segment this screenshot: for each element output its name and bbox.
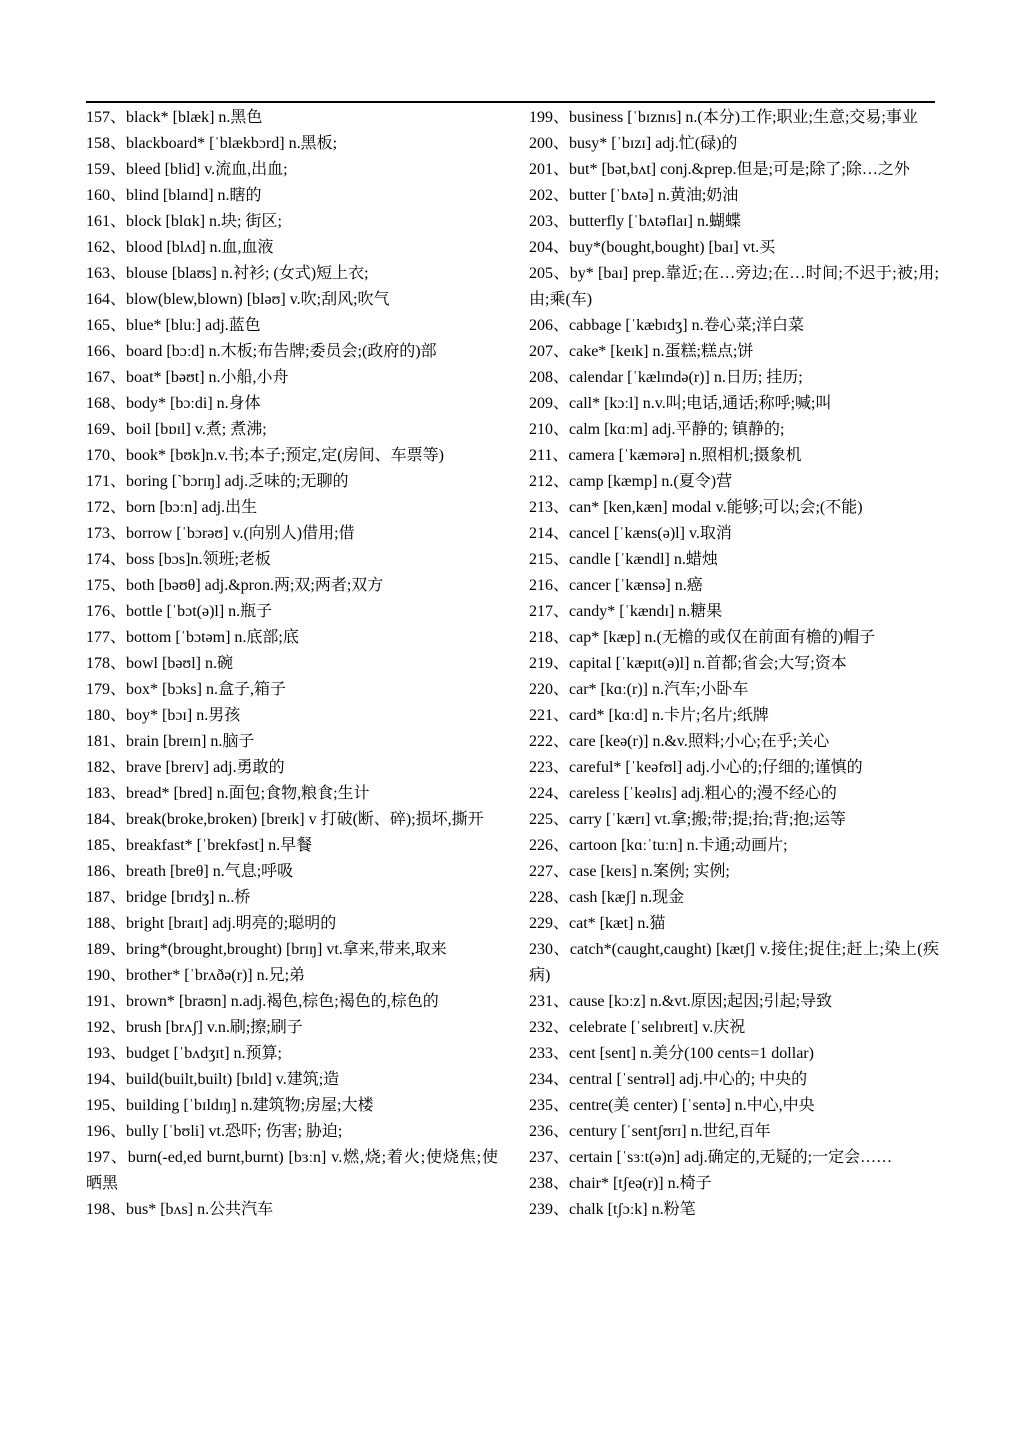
vocab-entry: 181、brain [breɪn] n.脑子 bbox=[86, 733, 255, 750]
vocab-entry: 186、breath [breθ] n.气息;呼吸 bbox=[86, 863, 294, 880]
vocab-entry: 235、centre(美 center) [ˈsentə] n.中心,中央 bbox=[529, 1097, 815, 1114]
vocab-entry: 234、central [ˈsentrəl] adj.中心的; 中央的 bbox=[529, 1071, 808, 1088]
vocab-entry: 168、body* [bɔːdi] n.身体 bbox=[86, 395, 261, 412]
vocab-entry: 174、boss [bɔs]n.领班;老板 bbox=[86, 551, 271, 568]
vocab-entry: 183、bread* [bred] n.面包;食物,粮食;生计 bbox=[86, 785, 370, 802]
vocab-entry: 193、budget [ˈbʌdʒɪt] n.预算; bbox=[86, 1045, 282, 1062]
vocab-entry: 205、by* [baɪ] prep.靠近;在…旁边;在…时间;不迟于;被;用;由;乘(车) bbox=[529, 265, 939, 308]
vocab-entry: 189、bring*(brought,brought) [brɪŋ] vt.拿来,带来,取来 bbox=[86, 941, 447, 958]
vocab-entry: 176、bottle [ˈbɔt(ə)l] n.瓶子 bbox=[86, 603, 273, 620]
vocab-entry: 201、but* [bət,bʌt] conj.&prep.但是;可是;除了;除…之外 bbox=[529, 161, 910, 178]
vocab-entry: 214、cancel [ˈkæns(ə)l] v.取消 bbox=[529, 525, 732, 542]
vocab-entry: 224、careless [ˈkeəlɪs] adj.粗心的;漫不经心的 bbox=[529, 785, 837, 802]
vocab-entry: 232、celebrate [ˈselɪbreɪt] v.庆祝 bbox=[529, 1019, 746, 1036]
vocab-entry: 204、buy*(bought,bought) [baɪ] vt.买 bbox=[529, 239, 776, 256]
vocab-entry: 195、building [ˈbɪldɪŋ] n.建筑物;房屋;大楼 bbox=[86, 1097, 374, 1114]
vocab-entry: 238、chair* [tʃeə(r)] n.椅子 bbox=[529, 1175, 712, 1192]
vocab-entry: 164、blow(blew,blown) [bləʊ] v.吹;刮风;吹气 bbox=[86, 291, 390, 308]
vocab-entry: 229、cat* [kæt] n.猫 bbox=[529, 915, 666, 932]
vocab-entry: 210、calm [kɑːm] adj.平静的; 镇静的; bbox=[529, 421, 785, 438]
vocab-entry: 177、bottom [ˈbɔtəm] n.底部;底 bbox=[86, 629, 299, 646]
vocab-entry: 162、blood [blʌd] n.血,血液 bbox=[86, 239, 274, 256]
vocab-entry: 182、brave [breɪv] adj.勇敢的 bbox=[86, 759, 285, 776]
vocab-entry: 239、chalk [tʃɔːk] n.粉笔 bbox=[529, 1201, 696, 1218]
vocab-entry: 233、cent [sent] n.美分(100 cents=1 dollar) bbox=[529, 1045, 814, 1062]
vocab-entry: 173、borrow [ˈbɔrəʊ] v.(向别人)借用;借 bbox=[86, 525, 355, 542]
vocab-entry: 165、blue* [bluː] adj.蓝色 bbox=[86, 317, 261, 334]
vocab-entry: 170、book* [bʊk]n.v.书;本子;预定,定(房间、车票等) bbox=[86, 447, 444, 464]
vocab-entry: 216、cancer [ˈkænsə] n.癌 bbox=[529, 577, 703, 594]
vocab-entry: 166、board [bɔːd] n.木板;布告牌;委员会;(政府的)部 bbox=[86, 343, 437, 360]
vocab-entry: 207、cake* [keɪk] n.蛋糕;糕点;饼 bbox=[529, 343, 754, 360]
vocab-entry: 163、blouse [blaʊs] n.衬衫; (女式)短上衣; bbox=[86, 265, 369, 282]
vocab-entry: 200、busy* [ˈbɪzɪ] adj.忙(碌)的 bbox=[529, 135, 738, 152]
vocab-entry: 217、candy* [ˈkændɪ] n.糖果 bbox=[529, 603, 723, 620]
vocab-entry: 202、butter [ˈbʌtə] n.黄油;奶油 bbox=[529, 187, 739, 204]
vocab-entry: 236、century [ˈsentʃʊrɪ] n.世纪,百年 bbox=[529, 1123, 771, 1140]
left-column bbox=[86, 105, 498, 1223]
top-rule bbox=[86, 101, 935, 103]
vocab-entry: 215、candle [ˈkændl] n.蜡烛 bbox=[529, 551, 718, 568]
vocab-entry: 208、calendar [ˈkælɪndə(r)] n.日历; 挂历; bbox=[529, 369, 803, 386]
vocab-entry: 185、breakfast* [ˈbrekfəst] n.早餐 bbox=[86, 837, 313, 854]
vocab-entry: 212、camp [kæmp] n.(夏令)营 bbox=[529, 473, 733, 490]
vocab-entry: 192、brush [brʌʃ] v.n.刷;擦;刷子 bbox=[86, 1019, 303, 1036]
vocab-entry: 171、boring [ˋbɔrɪŋ] adj.乏味的;无聊的 bbox=[86, 473, 349, 490]
vocab-entry: 191、brown* [braʊn] n.adj.褐色,棕色;褐色的,棕色的 bbox=[86, 993, 439, 1010]
vocab-entry: 203、butterfly [ˈbʌtəflaɪ] n.蝴蝶 bbox=[529, 213, 741, 230]
vocab-entry: 219、capital [ˈkæpɪt(ə)l] n.首都;省会;大写;资本 bbox=[529, 655, 847, 672]
vocab-entry: 160、blind [blaɪnd] n.瞎的 bbox=[86, 187, 262, 204]
vocab-entry: 228、cash [kæʃ] n.现金 bbox=[529, 889, 685, 906]
vocab-entry: 223、careful* [ˈkeəfʊl] adj.小心的;仔细的;谨慎的 bbox=[529, 759, 863, 776]
vocab-entry: 184、break(broke,broken) [breɪk] v 打破(断、碎);损坏,撕开 bbox=[86, 811, 484, 828]
vocab-entry: 209、call* [kɔːl] n.v.叫;电话,通话;称呼;喊;叫 bbox=[529, 395, 832, 412]
vocab-entry: 190、brother* [ˈbrʌðə(r)] n.兄;弟 bbox=[86, 967, 306, 984]
vocab-entry: 227、case [keɪs] n.案例; 实例; bbox=[529, 863, 730, 880]
vocab-entry: 199、business [ˈbɪznɪs] n.(本分)工作;职业;生意;交易;事业 bbox=[529, 109, 918, 126]
vocab-entry: 194、build(built,built) [bɪld] v.建筑;造 bbox=[86, 1071, 340, 1088]
vocab-entry: 158、blackboard* [ˈblækbɔrd] n.黑板; bbox=[86, 135, 338, 152]
vocab-entry: 237、certain [ˈsɜːt(ə)n] adj.确定的,无疑的;一定会…… bbox=[529, 1149, 893, 1166]
vocab-entry: 169、boil [bɒɪl] v.煮; 煮沸; bbox=[86, 421, 267, 438]
vocab-entry: 172、born [bɔːn] adj.出生 bbox=[86, 499, 258, 516]
vocab-entry: 187、bridge [brɪdʒ] n..桥 bbox=[86, 889, 251, 906]
vocab-entry: 180、boy* [bɔɪ] n.男孩 bbox=[86, 707, 241, 724]
vocab-entry: 161、block [blɑk] n.块; 街区; bbox=[86, 213, 282, 230]
vocab-entry: 211、camera [ˈkæmərə] n.照相机;摄象机 bbox=[529, 447, 802, 464]
vocab-entry: 206、cabbage [ˈkæbɪdʒ] n.卷心菜;洋白菜 bbox=[529, 317, 805, 334]
vocab-entry: 226、cartoon [kɑːˈtuːn] n.卡通;动画片; bbox=[529, 837, 788, 854]
vocab-entry: 218、cap* [kæp] n.(无檐的或仅在前面有檐的)帽子 bbox=[529, 629, 876, 646]
vocab-entry: 231、cause [kɔːz] n.&vt.原因;起因;引起;导致 bbox=[529, 993, 833, 1010]
vocab-entry: 213、can* [ken,kæn] modal v.能够;可以;会;(不能) bbox=[529, 499, 863, 516]
vocab-entry: 197、burn(-ed,ed burnt,burnt) [bɜːn] v.燃,烧;着火;使烧焦;使晒黑 bbox=[86, 1149, 498, 1192]
vocab-entry: 179、box* [bɔks] n.盒子,箱子 bbox=[86, 681, 286, 698]
vocab-entry: 159、bleed [blid] v.流血,出血; bbox=[86, 161, 288, 178]
vocab-entry: 157、black* [blæk] n.黑色 bbox=[86, 109, 263, 126]
vocab-entry: 178、bowl [bəʊl] n.碗 bbox=[86, 655, 233, 672]
vocab-entry: 198、bus* [bʌs] n.公共汽车 bbox=[86, 1201, 274, 1218]
vocab-entry: 222、care [keə(r)] n.&v.照料;小心;在乎;关心 bbox=[529, 733, 830, 750]
vocab-entry: 230、catch*(caught,caught) [kætʃ] v.接住;捉住;赶上;染上(疾病) bbox=[529, 941, 939, 984]
vocab-entry: 196、bully [ˈbʊli] vt.恐吓; 伤害; 胁迫; bbox=[86, 1123, 343, 1140]
vocab-entry: 175、both [bəʊθ] adj.&pron.两;双;两者;双方 bbox=[86, 577, 384, 594]
vocab-entry: 225、carry [ˈkærɪ] vt.拿;搬;带;提;抬;背;抱;运等 bbox=[529, 811, 846, 828]
right-column bbox=[529, 105, 939, 1223]
vocab-entry: 167、boat* [bəʊt] n.小船,小舟 bbox=[86, 369, 289, 386]
vocab-entry: 188、bright [braɪt] adj.明亮的;聪明的 bbox=[86, 915, 337, 932]
vocab-entry: 220、car* [kɑː(r)] n.汽车;小卧车 bbox=[529, 681, 749, 698]
vocab-entry: 221、card* [kɑːd] n.卡片;名片;纸牌 bbox=[529, 707, 769, 724]
